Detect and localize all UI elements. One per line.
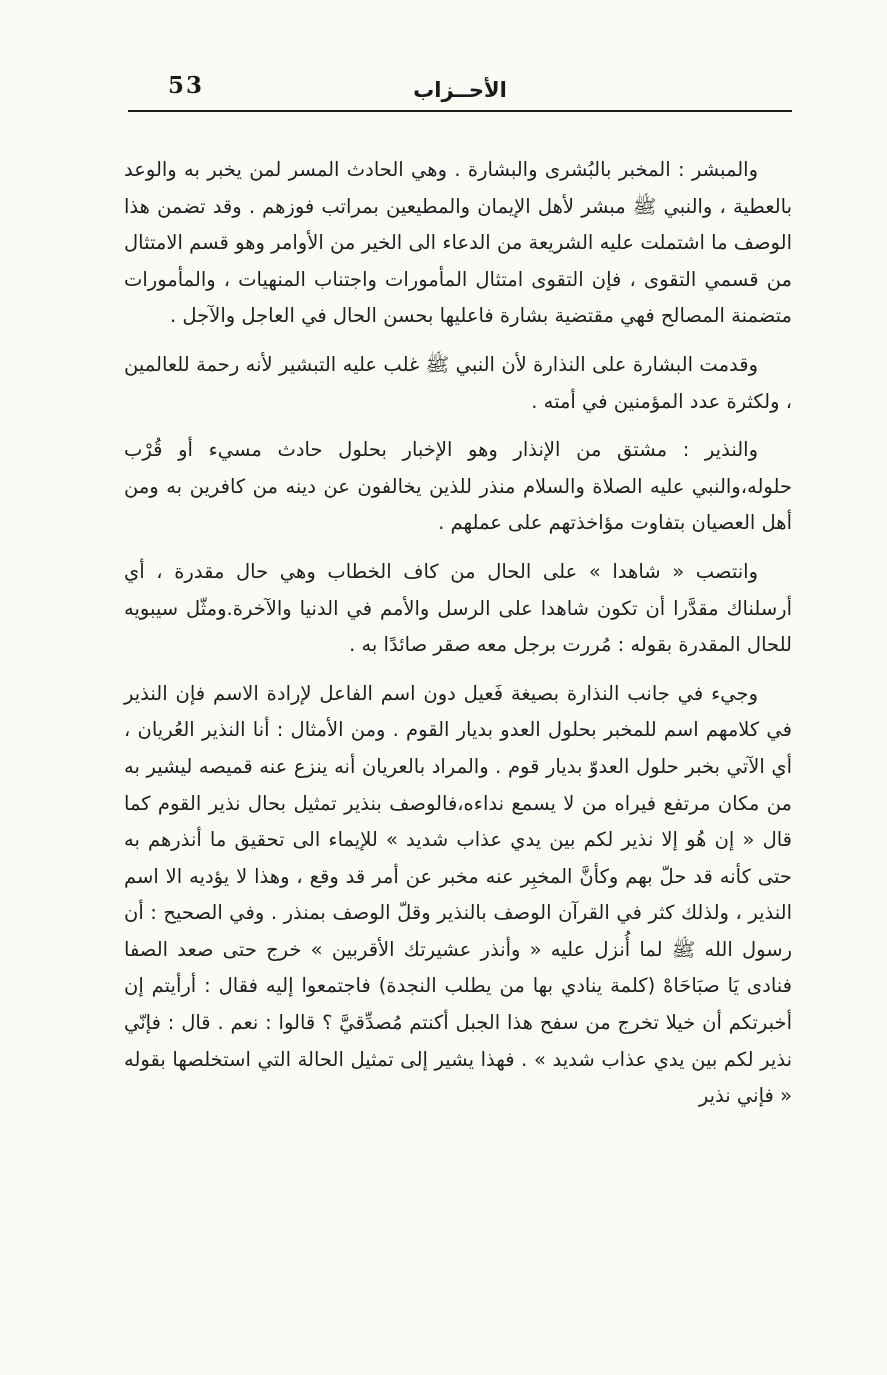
paragraph: والنذير : مشتق من الإنذار وهو الإخبار بحلول حادث مسيء أو قُرْب حلوله،والنبي عليه الصلاة والسلام منذر للذين يخالفون عن دينه من كافرين به ومن أهل العصيان بتفاوت مؤاخذتهم على عملهم .	[124, 438, 792, 535]
header-rule	[128, 110, 792, 112]
paragraph: وجيء في جانب النذارة بصيغة فَعيل دون اسم الفاعل لإرادة الاسم فإن النذير في كلامهم اسم للمخبر بحلول العدو بديار القوم . ومن الأمثال : أنا النذير العُريان ، أي الآتي بخبر حلول العدوّ بديار قوم . والمراد بالعريان أنه ينزع عنه قميصه ليشير به من مكان مرتفع فيراه من لا يسمع نداءه،فالوصف بنذير تمثيل بحال نذير القوم كما قال « إن هُو إلا نذير لكم بين يدي عذاب شديد » للإيماء الى تحقيق ما أنذرهم به حتى كأنه قد حلّ بهم وكأنَّ المخبِر عنه مخبر عن أمر قد وقع ، وهذا لا يؤديه الا اسم النذير ، ولذلك كثر في القرآن الوصف بالنذير وقلّ الوصف بمنذر . وفي الصحيح : أن رسول الله ﷺ لما أُنزل عليه « وأنذر عشيرتك الأقربين » خرج حتى صعد الصفا فنادى يَا صبَاحَاهْ (كلمة ينادي بها من يطلب النجدة) فاجتمعوا إليه فقال : أرأيتم إن أخبرتكم أن خيلا تخرج من سفح هذا الجبل أكنتم مُصدِّقيَّ ؟ قالوا : نعم . قال : فإنّي نذير لكم بين يدي عذاب شديد » . فهذا يشير إلى تمثيل الحالة التي استخلصها بقوله « فإني نذير	[124, 681, 792, 1108]
body-text	[124, 152, 792, 1127]
paragraph: وانتصب « شاهدا » على الحال من كاف الخطاب وهي حال مقدرة ، أي أرسلناك مقدَّرا أن تكون شاهدا على الرسل والأمم في الدنيا والآخرة.ومثّل سيبويه للحال المقدرة بقوله : مُررت برجل معه صقر صائدًا به .	[124, 559, 792, 657]
paragraph: وقدمت البشارة على النذارة لأن النبي ﷺ غلب عليه التبشير لأنه رحمة للعالمين ، ولكثرة عدد المؤمنين في أمته .	[124, 352, 792, 413]
page-header	[128, 68, 792, 112]
running-title: الأحــزاب	[413, 78, 507, 102]
page-number: 53	[168, 72, 205, 99]
paragraph: والمبشر : المخبر بالبُشرى والبشارة . وهي الحادث المسر لمن يخبر به والوعد بالعطية ، والنبي ﷺ مبشر لأهل الإيمان والمطيعين بمراتب فوزهم . وقد تضمن هذا الوصف ما اشتملت عليه الشريعة من الدعاء الى الخير من الأوامر وهو قسم الامتثال من قسمي التقوى ، فإن التقوى امتثال المأمورات واجتناب المنهيات ، والمأمورات متضمنة المصالح فهي مقتضية بشارة فاعليها بحسن الحال في العاجل والآجل .	[124, 158, 792, 328]
